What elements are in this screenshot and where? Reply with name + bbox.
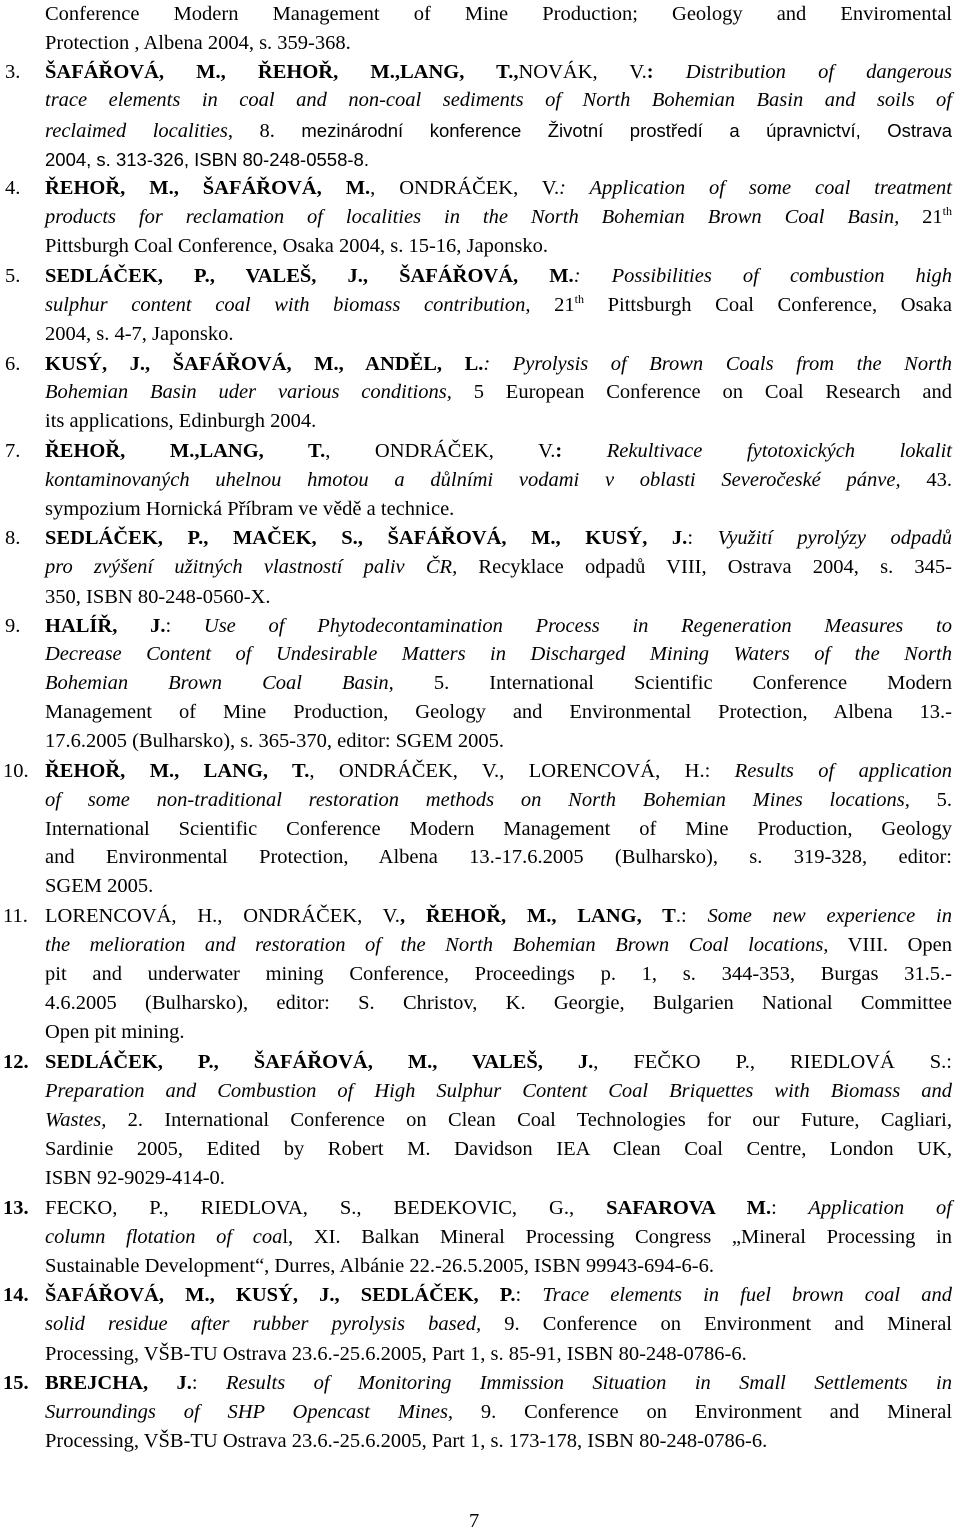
- text-run: SGEM 2005.: [45, 875, 154, 897]
- text-run: Use of Phytodecontamination Process in Regeneration Measures to: [171, 615, 952, 637]
- text-run: LORENCOVÁ, H., ONDRÁČEK, V.: [45, 905, 400, 927]
- text-run: Sardinie 2005, Edited by Robert M. Davidson IEA Clean Coal Centre, London UK,: [45, 1138, 952, 1160]
- text-line: [45, 232, 952, 261]
- text-line: [45, 466, 952, 495]
- text-run: ISBN 92-9029-414-0.: [45, 1167, 225, 1189]
- text-run: of some non-traditional restoration methods on North Bohemian Mines locations,: [45, 789, 910, 811]
- text-run: 43.: [900, 469, 953, 491]
- text-run: : Possibilities of combustion high: [573, 265, 952, 287]
- text-line: [45, 437, 952, 466]
- text-run: 9. Conference on Environment and Mineral: [481, 1313, 953, 1335]
- text-run: kontaminovaných uhelnou hmotou a důlními vodami v oblasti Severočeské pánve,: [45, 469, 901, 491]
- text-line: [45, 524, 952, 553]
- text-run: ŠAFÁŘOVÁ, M., ŘEHOŘ, M.,LANG, T.,: [45, 61, 519, 83]
- entry-number: 14.: [3, 1284, 29, 1306]
- text-run: its applications, Edinburgh 2004.: [45, 410, 317, 432]
- entry-number: 15.: [3, 1372, 29, 1394]
- text-line: [45, 1340, 952, 1369]
- text-run: 350, ISBN 80-248-0560-X.: [45, 586, 271, 608]
- text-run: :: [191, 1372, 198, 1394]
- text-run: SAFAROVA M.: [606, 1197, 772, 1219]
- text-run: 5. International Scientific Conference Modern: [393, 672, 952, 694]
- text-run: SEDLÁČEK, P., MAČEK, S., ŠAFÁŘOVÁ, M., KUSÝ, J.: [45, 527, 688, 549]
- text-line: [45, 1106, 952, 1135]
- text-line: [45, 174, 952, 203]
- text-line: [45, 1252, 952, 1281]
- text-run: :: [771, 1197, 777, 1219]
- text-line: [45, 1398, 952, 1427]
- text-run: pro zvýšení užitných vlastností paliv ČR,: [45, 556, 458, 578]
- text-run: column flotation of coa: [45, 1226, 283, 1248]
- text-line: [45, 1194, 952, 1223]
- text-run: NOVÁK, V.: [518, 61, 647, 83]
- text-run: SEDLÁČEK, P., VALEŠ, J., ŠAFÁŘOVÁ, M.: [45, 265, 574, 287]
- text-line: [45, 1369, 952, 1398]
- text-run: BREJCHA, J.: [45, 1372, 192, 1394]
- text-run: mezinárodní konference Životní prostředí a úpravnictví, Ostrava: [301, 120, 953, 141]
- entry-number: 9.: [5, 615, 21, 637]
- text-run: :: [165, 615, 172, 637]
- text-line: [45, 407, 952, 436]
- text-run: 4.6.2005 (Bulharsko), editor: S. Christov, K. Georgie, Bulgarien National Committee: [45, 992, 952, 1014]
- text-line: [45, 815, 952, 844]
- text-run: Application of: [776, 1197, 952, 1219]
- text-run: .:: [675, 905, 687, 927]
- text-run: HALÍŘ, J.: [45, 615, 166, 637]
- text-line: [45, 1427, 952, 1456]
- text-run: : Pyrolysis of Brown Coals from the North: [483, 353, 952, 375]
- text-run: :: [555, 440, 563, 462]
- text-line: [45, 872, 952, 901]
- text-line: [45, 583, 952, 612]
- text-line: [45, 1223, 952, 1252]
- text-run: Pittsburgh Coal Conference, Osaka: [583, 294, 952, 316]
- text-run: Distribution of dangerous: [653, 61, 952, 83]
- text-run: International Scientific Conference Modern Management of Mine Production, Geology: [45, 818, 952, 840]
- entry-number: 3.: [5, 61, 21, 83]
- text-line: [45, 0, 952, 29]
- text-run: 5.: [909, 789, 953, 811]
- text-run: Protection , Albena 2004, s. 359-368.: [45, 32, 351, 54]
- text-run: Rekultivace fytotoxických lokalit: [562, 440, 952, 462]
- text-run: Surroundings of SHP Opencast Mines,: [45, 1401, 454, 1423]
- text-run: 21: [530, 294, 575, 316]
- text-run: Pittsburgh Coal Conference, Osaka 2004, s. 15-16, Japonsko.: [45, 235, 548, 257]
- text-line: [45, 495, 952, 524]
- text-line: [45, 378, 952, 407]
- text-run: Results of Monitoring Immission Situation in Small Settlements in: [197, 1372, 952, 1394]
- text-run: trace elements in coal and non-coal sediments of North Bohemian Basin and soils of: [45, 89, 952, 111]
- text-line: [45, 612, 952, 641]
- entry-number: 11.: [3, 905, 28, 927]
- entry-number: 4.: [5, 177, 21, 199]
- text-line: [45, 931, 952, 960]
- text-run: 2004, s. 313-326, ISBN 80-248-0558-8.: [45, 149, 369, 170]
- text-run: 21: [899, 206, 943, 228]
- entry-number: 5.: [5, 265, 21, 287]
- text-run: , ONDRÁČEK, V.: [325, 440, 556, 462]
- text-line: [45, 960, 952, 989]
- entry-number: 13.: [3, 1197, 29, 1219]
- text-run: :: [515, 1284, 522, 1306]
- text-run: solid residue after rubber pyrolysis based,: [45, 1313, 482, 1335]
- text-line: [45, 843, 952, 872]
- text-run: Conference Modern Management of Mine Production; Geology and Enviromental: [45, 3, 952, 25]
- text-run: , ŘEHOŘ, M., LANG, T: [399, 905, 676, 927]
- text-run: ŠAFÁŘOVÁ, M., KUSÝ, J., SEDLÁČEK, P.: [45, 1284, 516, 1306]
- text-line: [45, 1135, 952, 1164]
- text-line: [45, 553, 952, 582]
- text-run: Management of Mine Production, Geology and Environmental Protection, Albena 13.-: [45, 701, 952, 723]
- text-line: [45, 1048, 952, 1077]
- text-run: 2. International Conference on Clean Coal Technologies for our Future, Cagliari,: [106, 1109, 952, 1131]
- text-run: l, XI. Balkan Mineral Processing Congress „Mineral Processing in: [282, 1226, 953, 1248]
- text-run: Results of application: [710, 760, 953, 782]
- text-run: the melioration and restoration of the North Bohemian Brown Coal locations,: [45, 934, 829, 956]
- text-run: Wastes,: [45, 1109, 107, 1131]
- text-run: Processing, VŠB-TU Ostrava 23.6.-25.6.2005, Part 1, s. 85-91, ISBN 80-248-0786-6.: [45, 1343, 747, 1365]
- text-run: ŘEHOŘ, M.,LANG, T.: [45, 440, 326, 462]
- text-run: ŘEHOŘ, M., LANG, T.: [45, 760, 310, 782]
- text-line: [45, 291, 952, 320]
- text-line: [45, 145, 952, 174]
- text-line: [45, 989, 952, 1018]
- text-run: VIII. Open: [828, 934, 952, 956]
- text-run: Recyklace odpadů VIII, Ostrava 2004, s. 345-: [457, 556, 952, 578]
- text-run: FECKO, P., RIEDLOVA, S., BEDEKOVIC, G.,: [45, 1197, 607, 1219]
- text-run: reclaimed localities: [45, 120, 228, 142]
- text-line: [45, 1018, 952, 1047]
- text-line: [45, 727, 952, 756]
- entry-number: 10.: [3, 760, 29, 782]
- text-run: 9. Conference on Environment and Mineral: [453, 1401, 953, 1423]
- text-line: [45, 350, 952, 379]
- text-run: Processing, VŠB-TU Ostrava 23.6.-25.6.2005, Part 1, s. 173-178, ISBN 80-248-0786-6.: [45, 1430, 768, 1452]
- entry-number: 7.: [5, 440, 21, 462]
- text-line: [45, 669, 952, 698]
- text-run: : Application of some coal treatment: [559, 177, 953, 199]
- text-run: , 8.: [227, 120, 302, 142]
- text-run: 2004, s. 4-7, Japonsko.: [45, 323, 234, 345]
- text-run: sympozium Hornická Příbram ve vědě a technice.: [45, 498, 455, 520]
- text-run: 5 European Conference on Coal Research and: [451, 381, 952, 403]
- text-run: , FEČKO P., RIEDLOVÁ S.:: [593, 1051, 952, 1073]
- text-line: [45, 757, 952, 786]
- text-run: sulphur content coal with biomass contribution,: [45, 294, 531, 316]
- text-line: [45, 29, 952, 58]
- entry-number: 6.: [5, 353, 21, 375]
- text-run: products for reclamation of localities in the North Bohemian Brown Coal Basin,: [45, 206, 900, 228]
- text-line: [45, 698, 952, 727]
- text-line: [45, 1164, 952, 1193]
- text-run: KUSÝ, J., ŠAFÁŘOVÁ, M., ANDĚL, L.: [45, 353, 484, 375]
- text-line: [45, 640, 952, 669]
- text-run: Preparation and Combustion of High Sulphur Content Coal Briquettes with Biomass and: [45, 1080, 952, 1102]
- text-line: [45, 1310, 952, 1339]
- text-run: :: [646, 61, 654, 83]
- text-run: Sustainable Development“, Durres, Albánie 22.-26.5.2005, ISBN 99943-694-6-6.: [45, 1255, 714, 1277]
- text-line: [45, 1077, 952, 1106]
- text-run: SEDLÁČEK, P., ŠAFÁŘOVÁ, M., VALEŠ, J.: [45, 1051, 594, 1073]
- text-run: and Environmental Protection, Albena 13.-17.6.2005 (Bulharsko), s. 319-328, editor:: [45, 846, 952, 868]
- text-line: [45, 203, 952, 232]
- text-line: [45, 1281, 952, 1310]
- text-run: , ONDRÁČEK, V.: [370, 177, 560, 199]
- text-line: [45, 262, 952, 291]
- text-line: [45, 902, 952, 931]
- text-run: :: [687, 527, 694, 549]
- text-run: Trace elements in fuel brown coal and: [521, 1284, 952, 1306]
- text-run: pit and underwater mining Conference, Proceedings p. 1, s. 344-353, Burgas 31.5.-: [45, 963, 952, 985]
- text-run: , ONDRÁČEK, V., LORENCOVÁ, H.: [309, 760, 705, 782]
- text-line: [45, 786, 952, 815]
- entry-number: 12.: [3, 1051, 29, 1073]
- text-line: [45, 320, 952, 349]
- text-run: Open pit mining.: [45, 1021, 185, 1043]
- text-run: Bohemian Basin uder various conditions,: [45, 381, 452, 403]
- text-line: [45, 58, 952, 87]
- text-run: Some new experience in: [686, 905, 952, 927]
- text-run: 17.6.2005 (Bulharsko), s. 365-370, editor: SGEM 2005.: [45, 730, 504, 752]
- page-number: 7: [469, 1510, 480, 1532]
- text-run: Bohemian Brown Coal Basin,: [45, 672, 394, 694]
- text-run: th: [942, 204, 953, 218]
- text-run: Decrease Content of Undesirable Matters in Discharged Mining Waters of the North: [45, 643, 952, 665]
- text-run: th: [574, 292, 584, 306]
- entry-number: 8.: [5, 527, 21, 549]
- text-run: ŘEHOŘ, M., ŠAFÁŘOVÁ, M.: [45, 177, 371, 199]
- text-run: :: [704, 760, 711, 782]
- text-run: Využití pyrolýzy odpadů: [693, 527, 953, 549]
- text-line: [45, 116, 952, 145]
- text-line: [45, 86, 952, 115]
